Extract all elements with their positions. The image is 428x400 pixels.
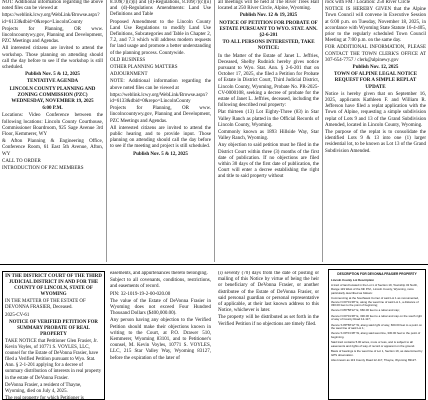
- notice-text: Plat thirteen (13) Lot Eighty-Three (83) in Star Valley Ranch as platted in the Official Records of Lincoln County, Wyoming.: [218, 110, 319, 128]
- notice-text: Locations: Video Conference between the following locations: Lincoln County Courthouse, Commissioner Boardroom, 925 Sage Avenue 3rd Floor, Kemmerer, WY: [2, 113, 103, 138]
- notice-text: The value of the Estate of DeVonna Frasier in Wyoming does not exceed Four Hundred Thousand Dollars ($400,000.00).: [110, 298, 211, 317]
- notice-title: TO ALL PERSONS INTERESTED, TAKE NOTICE:: [222, 40, 315, 52]
- publish-line: Publish Nov. 5 & 12, 2025: [133, 151, 188, 157]
- description-text: thence S 00°01'48" W, along said west line, 330.00 feet to the point of beginning.: [331, 331, 421, 340]
- notice-text: FOR ADDITIONAL INFORMATION, PLEASE CONTACT THE TOWN CLERK'S OFFICE AT 307-654-7757 / clerk@alpinewy.gov: [325, 45, 426, 63]
- description-text: thence N 89°58'12" E, 660.00 feet to a rebar and cap;: [331, 308, 400, 313]
- column-divider: [214, 0, 215, 262]
- notice-text: NOTICE IS HEREBY GIVEN that the Alpine Town Council will convene in Executive Session at 6:00 p.m. on Tuesday, November 18, 2025, in accordance with Wyoming State Statute 16-4-405, prior to the regularly scheduled Town Council Meeting at 7:00 p.m. on the same day.: [325, 7, 426, 44]
- notice-text: Projects for Planning, OR www. lincolncountywy.gov, Planning and Development, PZC Meetings and Agendas.: [2, 26, 103, 45]
- notice-text: The property will be distributed as set forth in the Verified Petition if no objections are timely filed.: [218, 315, 319, 327]
- weblink-url: https://weblink.lcwy.org/WebLink/Browse.aspx?id=6133&dbid=0&repo=LincolnCounty: [110, 92, 208, 105]
- column-4: [325, 0, 426, 262]
- notice-text: NOT: Additional information regarding the above noted files can be viewed at: [2, 0, 103, 12]
- column-3: [218, 0, 319, 262]
- description-title: DESCRIPTION FOR DEVONNA FRASIER PROPERTY: [337, 272, 417, 276]
- notice-title: TENTATIVE AGENDA: [26, 79, 79, 85]
- notice-text: & Afton Planning & Engineering Office, Conference Room, 61 East 5th Avenue, Afton, WY: [2, 139, 103, 157]
- notice-text: Subject to all covenants, conditions, restrictions, and easements of record.: [110, 278, 211, 290]
- court-notice-box: [2, 271, 105, 400]
- notice-text: Notice is hereby given that on September 16, 2025, applicants Kathleen F. and William R. Jefferson have filed a replat application with the Town of Alpine, requesting a simple subdivision replat of Lots 9 and 13 of the Grand Subdivision Amended, located in Lincoln County, Wyoming.: [325, 91, 426, 128]
- description-subtitle: Lincoln County Lot Description: [331, 278, 375, 282]
- notice-text: all meetings will be held at The River Trees Hall located at 250 River Circle, Alpine, Wyoming.: [218, 0, 319, 12]
- notice-text: rock with FM / Location: 250 River Circle: [325, 0, 411, 5]
- notice-text: TAKE NOTICE that Petitioner Glen Frasier, Jr. Kevin Voyles, of 10771 S. VOYLES, LLC, counsel for the Estate of DeVonna Frasier, have filed a Verified Petition pursuant to Wyo. Stat. Ann. § 2-1-201 applying for a decree of summary distribution of interests in real property in the estate of DeVonna Frasier.: [5, 338, 102, 381]
- notice-text: Any objection to said petition must be filed in the District Court within three (3) months of the first date of publication. If no objections are filed within 30 days of the first date of publication, the Court will enter a decree establishing the right and title to said property without: [218, 143, 319, 180]
- notice-text: OTHER PLANNING MATTERS: [110, 65, 178, 71]
- court-title: IN THE DISTRICT COURT OF THE THIRD JUDICIAL DISTRICT IN AND FOR THE COUNTY OF LINCOLN, STATE OF WYOMING: [5, 274, 102, 298]
- column-1: [2, 0, 103, 262]
- publish-line: Publish Nov. 12, 2025: [352, 65, 399, 71]
- notice-text: easements, and appurtenances thereto belonging.: [110, 271, 208, 276]
- notice-title: NOTICE OF VERIFIED PETITION FOR SUMMARY PROBATE OF REAL PROPERTY: [9, 319, 98, 337]
- notice-text: DeVonna Frasier, a resident of Thayne, Wyoming, died on July 4, 2025.: [5, 382, 82, 394]
- notice-text: 8.109(7)(c)(i) and (d)-Regulations, 8.109(7)(c)(ii) and (d)-Regulations Amendments: Land Use Definitions and Table: [110, 0, 211, 18]
- description-text: A tract of land located in the Lot 1 of Section 19, Township 32 North, Range 119 West of the 6th P.M., Lincoln County, Wyoming, more particularly described as follows:: [331, 283, 418, 295]
- lower-column-2: [110, 271, 211, 400]
- section-divider: [0, 264, 428, 265]
- column-divider: [322, 0, 323, 262]
- notice-text: INTRODUCTION OF PZC MEMBERS: [2, 166, 84, 172]
- notice-text: All interested citizens are invited to attend the workshop. Those planning on attending should call the day before to see if the workshop is still scheduled.: [2, 46, 103, 71]
- notice-title: NOTICE OF PETITION FOR PROBATE OF ESTATE PURSUANT TO WYO. STAT. ANN. §2-6-201: [219, 20, 318, 39]
- notice-text: Proposed Amendment to the Lincoln County Land Use Regulations to modify Land Use Definitions, Subcategories and Table in Chapter 2, 7.2, and 7.3 which will address modern requests for land usage and promote a better understanding of the planning process. Countywide.: [110, 19, 211, 56]
- column-divider: [106, 0, 107, 262]
- description-text: thence N 00°01'48" E, 330.00 feet to a rebar and cap on the south right of way of County Road 12-117;: [331, 313, 422, 322]
- case-number: 2025-CV-61: [5, 312, 30, 318]
- notice-text: IN THE MATTER OF THE ESTATE OF DEVONNA FRASIER, Deceased.: [5, 299, 86, 311]
- description-text: Commencing at the Southwest Corner of said Lot 1 as monumented, thence N 00°01'48" E, along the west line of said Lot 1, a distance of 330.00 feet to the point of beginning;: [331, 295, 419, 308]
- publish-line: Publish Nov. 12 & 19, 2025: [239, 13, 298, 19]
- notice-text: CALL TO ORDER: [2, 158, 41, 164]
- notice-text: Any person having any objection to the Verified Petition should make their objections known in writing to the Court, at P.O. Drawer 510, Kemmerer, Wyoming 83101, and to Petitioner's counsel, M. Kevin Voyles, 10771 S. VOYLES, LLC, 215 Star Valley Way, Wyoming 83127, before the expiration of the later of: [110, 318, 211, 361]
- property-description-box: [328, 269, 426, 400]
- notice-text: OLD BUSINESS: [110, 57, 146, 63]
- notice-text: The real property for which Petitioner is: [5, 395, 84, 400]
- description-text: thence S 89°58'12" W, along said right of way, 660.00 feet to a point on the west line of said Lot 1;: [331, 322, 422, 331]
- notice-text: In the Matter of the Estate of Janet L. Jeffries, Deceased, Shelby Rudnick hereby gives notice pursuant to Wyo. Stat. Ann. § 2-6-201 that on October 17, 2025, she filed a Petition for Probate of Estate in District Court, Third Judicial District, Lincoln County, Wyoming, Probate No. PR-2025-CV-0000108, seeking a decree of probate for the estate of Janet L. Jeffries, deceased, including the following described real property:: [218, 53, 319, 109]
- weblink-url: https://weblink.lcwy.org/WebLink/Browse.aspx?id=6133&dbid=0&repo=LincolnCounty: [2, 13, 100, 25]
- notice-title: 6:00 P.M.: [42, 106, 63, 112]
- notice-text: (i) seventy (70) days from the date of posting or mailing of this Notice by virtue of being the heir or beneficiary of DeVonna Frasier, or another distributee of the Estate of DeVonna Frasier, or said personal guardian or personal representative of applicable, at their last known address to this Notice, whichever is later.: [218, 271, 319, 314]
- description-text: Also known as 113 County Road 12-117, Thayne, Wyoming 83127.: [331, 358, 417, 363]
- notice-text: NOTE: Additional information regarding the above noted files can be viewed at: [110, 79, 211, 91]
- publish-line: Publish Nov. 5 & 12, 2025: [25, 72, 80, 78]
- notice-title: LINCOLN COUNTY PLANNING AND ZONING COMMISSION (PZC) WEDNESDAY, NOVEMBER 19, 2025: [9, 86, 96, 105]
- parcel-number: PIN: 32-1019-19-2-00-020.00: [110, 291, 171, 297]
- lower-column-3: [218, 271, 319, 400]
- notice-text: The purpose of the replat is to consolidate the identified Lots 9 & 13 into one (1) larger residential lot, to be known as Lot 13 of the Grand Subdivision Amended.: [325, 130, 426, 154]
- column-2: [110, 0, 211, 262]
- description-text: Basis of bearings is the west line of Lot 1, Section 19, as determined by GPS observation.: [331, 349, 423, 357]
- notice-text: Commonly known as 1893 Hillside Way, Star Valley Ranch, Wyoming.: [218, 130, 319, 142]
- notice-title: TOWN OF ALPINE LEGAL NOTICE REQUEST FOR A SIMPLE REPLAT UPDATE: [333, 72, 418, 90]
- notice-text: ADJOURNMENT: [110, 72, 148, 78]
- description-text: Said tract contains 5.00 acres, more or less, and is subject to all easements and rights of way of record or apparent on the ground.: [331, 340, 416, 349]
- notice-text: All interested citizens are invited to attend the public hearing and to provide input. Those planning on attending should call the day before to see if the meeting and project is still scheduled.: [110, 125, 211, 150]
- notice-text: Projects for Planning, OR www. lincolncountywy.gov, Planning and Development, PZC Meetings and Agendas.: [110, 106, 211, 124]
